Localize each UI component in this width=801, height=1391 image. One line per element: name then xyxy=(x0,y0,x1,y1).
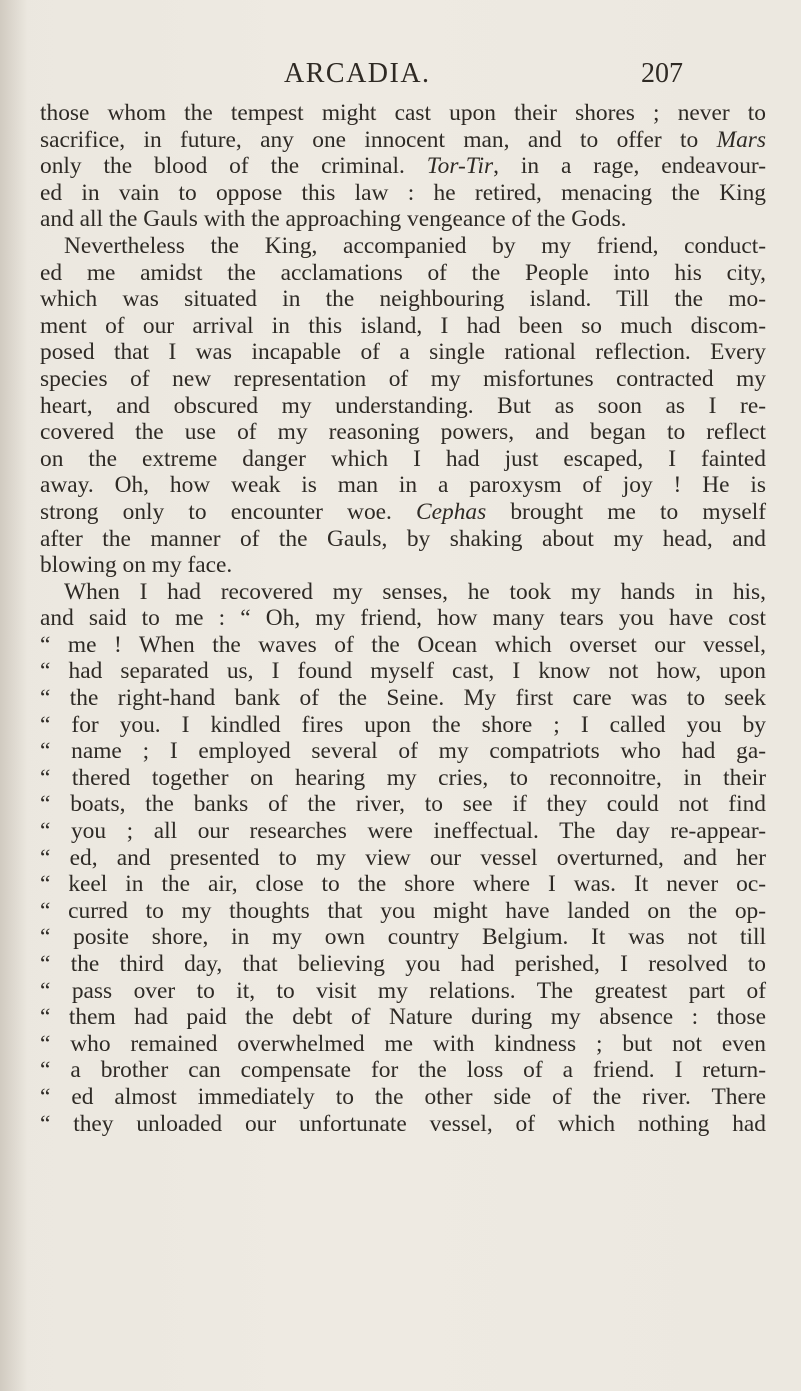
text-line xyxy=(40,526,766,553)
text-line xyxy=(40,632,766,659)
text-segment: “ you ; all our researches were ineffectual. The day re-appear- xyxy=(40,818,766,845)
page-header xyxy=(0,58,801,94)
text-line xyxy=(40,286,766,313)
text-segment: ed me amidst the acclamations of the People into his city, xyxy=(40,259,766,286)
text-segment: which was situated in the neighbouring island. Till the mo- xyxy=(40,286,766,313)
text-segment: and all the Gauls with the approaching vengeance of the Gods. xyxy=(40,206,627,233)
text-line xyxy=(40,978,766,1005)
text-line xyxy=(40,685,766,712)
text-segment: “ curred to my thoughts that you might have landed on the op- xyxy=(40,897,766,924)
text-segment: blowing on my face. xyxy=(40,552,233,579)
italic-text: Mars xyxy=(716,126,766,153)
text-line xyxy=(40,180,766,207)
text-segment: “ thered together on hearing my cries, to reconnoitre, in their xyxy=(40,764,766,791)
text-line xyxy=(40,1031,766,1058)
text-segment: ment of our arrival in this island, I had been so much discom- xyxy=(40,312,766,339)
text-segment: sacrifice, in future, any one innocent man, and to offer to xyxy=(40,126,717,153)
text-line xyxy=(40,127,766,154)
text-segment: those whom the tempest might cast upon their shores ; never to xyxy=(40,100,766,126)
italic-text: Cephas xyxy=(416,498,487,525)
text-line xyxy=(40,499,766,526)
text-line xyxy=(40,898,766,925)
text-line xyxy=(40,100,766,127)
text-line xyxy=(40,1111,766,1138)
text-segment: species of new representation of my misfortunes contracted my xyxy=(40,365,766,392)
text-segment: “ posite shore, in my own country Belgium. It was not till xyxy=(40,924,766,951)
text-line xyxy=(40,472,766,499)
text-line xyxy=(40,206,766,233)
text-segment: away. Oh, how weak is man in a paroxysm of joy ! He is xyxy=(40,472,766,499)
text-segment: Nevertheless the King, accompanied by my friend, conduct- xyxy=(64,232,766,259)
text-segment: after the manner of the Gauls, by shaking about my head, and xyxy=(40,525,766,552)
text-line xyxy=(40,260,766,287)
text-segment: “ boats, the banks of the river, to see if they could not find xyxy=(40,791,766,818)
text-segment: “ keel in the air, close to the shore where I was. It never oc- xyxy=(40,871,766,898)
text-line xyxy=(40,791,766,818)
text-line xyxy=(40,366,766,393)
text-line xyxy=(40,552,766,579)
text-segment: on the extreme danger which I had just escaped, I fainted xyxy=(40,445,766,472)
text-line xyxy=(40,339,766,366)
text-segment: “ for you. I kindled fires upon the shore ; I called you by xyxy=(40,711,766,738)
text-segment: , in a rage, endeavour- xyxy=(493,153,766,180)
text-line xyxy=(40,924,766,951)
text-line xyxy=(40,1084,766,1111)
text-line xyxy=(40,313,766,340)
text-line xyxy=(40,233,766,260)
text-line xyxy=(40,419,766,446)
text-segment: “ the right-hand bank of the Seine. My first care was to seek xyxy=(40,685,766,712)
text-line xyxy=(40,871,766,898)
running-head: ARCADIA. xyxy=(284,58,431,89)
text-line xyxy=(40,712,766,739)
text-line xyxy=(40,1057,766,1084)
text-line xyxy=(40,1004,766,1031)
text-segment: “ who remained overwhelmed me with kindness ; but not even xyxy=(40,1030,766,1057)
text-segment: “ ed almost immediately to the other side of the river. There xyxy=(40,1083,766,1110)
text-segment: posed that I was incapable of a single rational reflection. Every xyxy=(40,339,766,366)
text-segment: “ had separated us, I found myself cast, I know not how, upon xyxy=(40,658,766,685)
text-segment: “ they unloaded our unfortunate vessel, of which nothing had xyxy=(40,1110,766,1137)
text-segment: “ pass over to it, to visit my relations. The greatest part of xyxy=(40,977,766,1004)
text-line xyxy=(40,845,766,872)
text-line xyxy=(40,765,766,792)
text-segment: only the blood of the criminal. xyxy=(40,153,427,180)
body-text xyxy=(40,100,766,1137)
text-line xyxy=(40,951,766,978)
text-segment: “ name ; I employed several of my compatriots who had ga- xyxy=(40,738,766,765)
text-segment: “ me ! When the waves of the Ocean which overset our vessel, xyxy=(40,631,766,658)
text-line xyxy=(40,393,766,420)
text-segment: “ the third day, that believing you had perished, I resolved to xyxy=(40,951,766,977)
text-segment: “ ed, and presented to my view our vessel overturned, and her xyxy=(40,844,766,871)
page-gutter-shadow xyxy=(0,0,28,1391)
text-segment: brought me to myself xyxy=(486,498,767,525)
text-line xyxy=(40,446,766,473)
text-line xyxy=(40,153,766,180)
text-segment: When I had recovered my senses, he took my hands in his, xyxy=(64,578,766,605)
text-segment: strong only to encounter woe. xyxy=(40,498,417,525)
text-segment: heart, and obscured my understanding. But as soon as I re- xyxy=(40,392,766,419)
text-line xyxy=(40,658,766,685)
page-number: 207 xyxy=(641,58,683,89)
italic-text: Tor-Tir xyxy=(426,153,494,180)
text-line xyxy=(40,605,766,632)
text-segment: and said to me : “ Oh, my friend, how many tears you have cost xyxy=(40,605,766,632)
text-segment: “ a brother can compensate for the loss of a friend. I return- xyxy=(40,1057,766,1084)
text-segment: “ them had paid the debt of Nature during my absence : those xyxy=(40,1004,766,1031)
text-segment: ed in vain to oppose this law : he retired, menacing the King xyxy=(40,179,766,206)
text-line xyxy=(40,579,766,606)
text-segment: covered the use of my reasoning powers, and began to reflect xyxy=(40,419,766,446)
text-line xyxy=(40,738,766,765)
text-line xyxy=(40,818,766,845)
